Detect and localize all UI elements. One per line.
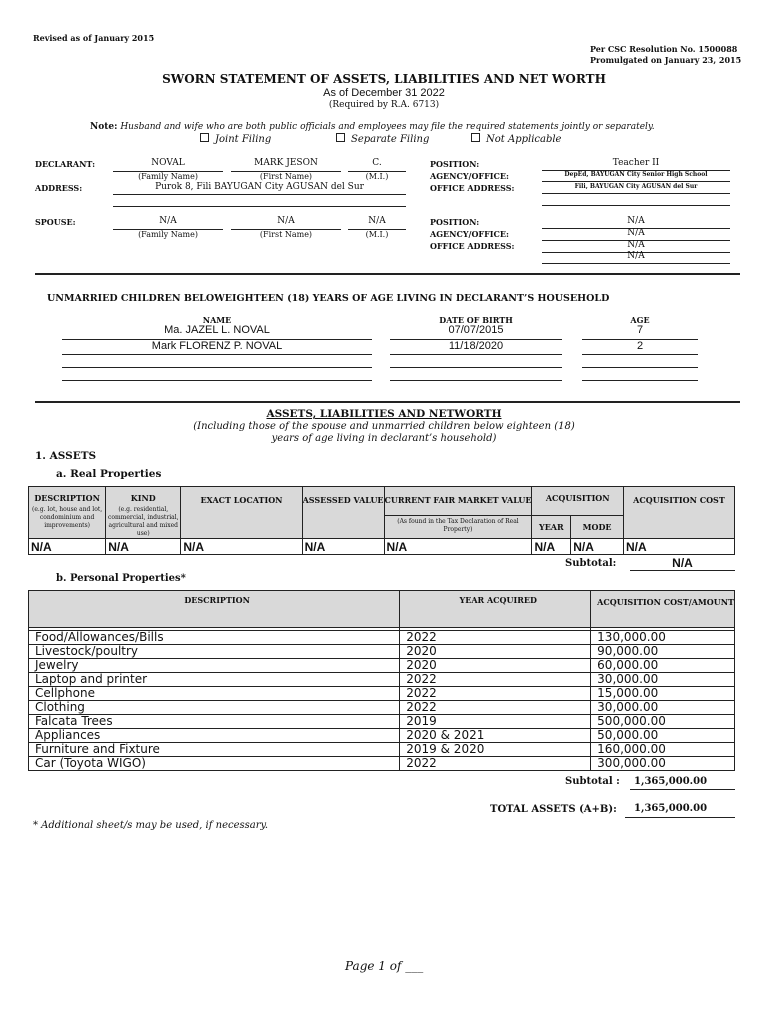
col-kind-label: KIND (130, 493, 156, 503)
col-location: EXACT LOCATION (181, 487, 302, 539)
checkbox-icon[interactable] (336, 133, 345, 142)
item-year: 2022 (400, 631, 591, 645)
spouse-office-address: N/A (627, 240, 645, 250)
item-description: Appliances (29, 729, 400, 743)
col-fair-market: CURRENT FAIR MARKET VALUE (384, 487, 532, 516)
separate-filing-label: Separate Filing (351, 134, 430, 145)
note (90, 122, 655, 132)
spouse-agency-label: AGENCY/OFFICE: (430, 229, 509, 239)
spouse-first-caption: (First Name) (259, 230, 313, 239)
item-description: Jewelry (29, 659, 400, 673)
family-name-caption: (Family Name) (138, 172, 198, 181)
col-fair-market-sub: (As found in the Tax Declaration of Real Property) (384, 515, 532, 538)
col-mode: MODE (571, 515, 624, 538)
table-row (29, 757, 735, 771)
spouse-office-address-2: N/A (627, 251, 645, 261)
item-year: 2022 (400, 673, 591, 687)
col-description (29, 487, 106, 539)
agency-label: AGENCY/OFFICE: (430, 171, 509, 181)
item-cost: 50,000.00 (591, 729, 735, 743)
children-col-age: AGE (630, 315, 650, 325)
cell: N/A (532, 539, 571, 555)
office-address-label: OFFICE ADDRESS: (430, 183, 515, 193)
spouse-label: SPOUSE: (35, 217, 76, 227)
declarant-label: DECLARANT: (35, 159, 96, 169)
table-row (29, 743, 735, 757)
spouse-mi-caption: (M.I.) (365, 230, 389, 239)
checkbox-icon[interactable] (200, 133, 209, 142)
spouse-office-address-label: OFFICE ADDRESS: (430, 241, 515, 251)
col-kind (106, 487, 181, 539)
spouse-mi: N/A (368, 216, 386, 226)
item-description: Laptop and printer (29, 673, 400, 687)
declarant-first-name: MARK JESON (254, 158, 318, 168)
spouse-first-name: N/A (277, 216, 295, 226)
child-age: 2 (636, 340, 644, 352)
child-dob: 11/18/2020 (448, 340, 504, 352)
item-cost: 500,000.00 (591, 715, 735, 729)
spouse-family-caption: (Family Name) (138, 230, 198, 239)
declarant-mi: C. (372, 158, 382, 168)
first-name-caption: (First Name) (259, 172, 313, 181)
cell: N/A (302, 539, 384, 555)
cell: N/A (623, 539, 734, 555)
joint-filing-option[interactable] (200, 133, 271, 145)
child-dob: 07/07/2015 (448, 324, 504, 336)
table-row (29, 539, 735, 555)
table-row (29, 631, 735, 645)
additional-sheets-note: * Additional sheet/s may be used, if necessary. (33, 820, 269, 831)
item-cost: 60,000.00 (591, 659, 735, 673)
item-year: 2020 (400, 645, 591, 659)
real-subtotal-label: Subtotal: (565, 558, 617, 569)
address-label: ADDRESS: (35, 183, 83, 193)
item-year: 2020 (400, 659, 591, 673)
col-acquisition-cost: ACQUISITION COST/AMOUNT (591, 591, 735, 628)
form-title: SWORN STATEMENT OF ASSETS, LIABILITIES AND NET WORTH (162, 72, 606, 86)
real-subtotal-value: N/A (672, 556, 693, 570)
col-description: DESCRIPTION (29, 591, 400, 628)
spouse-agency: N/A (627, 228, 645, 238)
joint-filing-label: Joint Filing (215, 134, 272, 145)
personal-properties-label: b. Personal Properties* (56, 573, 186, 584)
table-row (29, 715, 735, 729)
spouse-position: N/A (627, 216, 645, 226)
mi-caption: (M.I.) (365, 172, 389, 181)
item-cost: 15,000.00 (591, 687, 735, 701)
col-acquisition: ACQUISITION (532, 487, 623, 516)
personal-subtotal-label: Subtotal : (565, 776, 620, 787)
item-cost: 160,000.00 (591, 743, 735, 757)
col-cost: ACQUISITION COST (623, 487, 734, 539)
child-age: 7 (636, 324, 644, 336)
assets-sub-2: years of age living in declarant’s household) (271, 433, 497, 444)
item-cost: 90,000.00 (591, 645, 735, 659)
cell: N/A (29, 539, 106, 555)
not-applicable-option[interactable] (471, 133, 561, 145)
assets-heading: ASSETS, LIABILITIES AND NETWORTH (266, 408, 502, 420)
col-year-acquired: YEAR ACQUIRED (400, 591, 591, 628)
section-divider (35, 273, 740, 275)
item-cost: 300,000.00 (591, 757, 735, 771)
item-year: 2020 & 2021 (400, 729, 591, 743)
note-label: Note: (90, 122, 118, 132)
item-year: 2019 (400, 715, 591, 729)
child-name: Ma. JAZEL L. NOVAL (164, 324, 270, 336)
item-description: Clothing (29, 701, 400, 715)
children-col-dob: DATE OF BIRTH (439, 315, 513, 325)
assets-sub-1: (Including those of the spouse and unmarried children below eighteen (18) (193, 421, 575, 432)
promulgated-date: Promulgated on January 23, 2015 (590, 55, 742, 65)
real-properties-table (28, 486, 735, 555)
cell: N/A (571, 539, 624, 555)
item-description: Falcata Trees (29, 715, 400, 729)
item-description: Food/Allowances/Bills (29, 631, 400, 645)
table-row (29, 701, 735, 715)
table-row (29, 687, 735, 701)
real-properties-label: a. Real Properties (56, 468, 162, 480)
item-description: Furniture and Fixture (29, 743, 400, 757)
table-row (29, 729, 735, 743)
table-row (29, 659, 735, 673)
col-kind-sub: (e.g. residential, commercial, industrial, agricultural and mixed use) (108, 506, 179, 537)
assets-label: 1. ASSETS (35, 450, 97, 462)
declarant-family-name: NOVAL (151, 158, 185, 168)
item-description: Cellphone (29, 687, 400, 701)
col-description-sub: (e.g. lot, house and lot, condominium and improvements) (32, 506, 103, 529)
csc-resolution: Per CSC Resolution No. 1500088 (590, 44, 738, 54)
col-year: YEAR (532, 515, 571, 538)
item-year: 2022 (400, 757, 591, 771)
total-assets-value: 1,365,000.00 (634, 803, 708, 814)
item-cost: 30,000.00 (591, 701, 735, 715)
item-year: 2022 (400, 687, 591, 701)
table-row (29, 645, 735, 659)
required-by: (Required by R.A. 6713) (328, 100, 440, 110)
position-label: POSITION: (430, 159, 480, 169)
children-col-name: NAME (202, 315, 232, 325)
personal-properties-table (28, 590, 735, 771)
item-year: 2022 (400, 701, 591, 715)
children-heading: UNMARRIED CHILDREN BELOWEIGHTEEN (18) YEARS OF AGE LIVING IN DECLARANT’S HOUSEHOLD (47, 293, 610, 304)
section-divider (35, 401, 740, 403)
cell: N/A (181, 539, 302, 555)
separate-filing-option[interactable] (336, 133, 429, 145)
checkbox-icon[interactable] (471, 133, 480, 142)
note-text: Husband and wife who are both public officials and employees may file the required statements jointly or separately. (120, 122, 655, 132)
col-assessed: ASSESSED VALUE (302, 487, 384, 539)
item-cost: 30,000.00 (591, 673, 735, 687)
revised-date: Revised as of January 2015 (33, 33, 155, 43)
item-cost: 130,000.00 (591, 631, 735, 645)
item-description: Livestock/poultry (29, 645, 400, 659)
page-number: Page 1 of ___ (345, 959, 424, 973)
personal-subtotal-value: 1,365,000.00 (634, 776, 708, 787)
child-name: Mark FLORENZ P. NOVAL (151, 340, 283, 352)
spouse-position-label: POSITION: (430, 217, 480, 227)
item-description: Car (Toyota WIGO) (29, 757, 400, 771)
cell: N/A (384, 539, 532, 555)
cell: N/A (106, 539, 181, 555)
declarant-address: Purok 8, Fili BAYUGAN City AGUSAN del Sur (155, 182, 364, 192)
item-year: 2019 & 2020 (400, 743, 591, 757)
total-assets-label: TOTAL ASSETS (A+B): (490, 804, 617, 815)
declarant-position: Teacher II (612, 158, 660, 168)
col-description-label: DESCRIPTION (34, 493, 100, 503)
table-row (29, 673, 735, 687)
not-applicable-label: Not Applicable (486, 134, 562, 145)
as-of-date: As of December 31 2022 (323, 87, 445, 99)
declarant-office-address: Fili, BAYUGAN City AGUSAN del Sur (574, 183, 698, 190)
spouse-family-name: N/A (159, 216, 177, 226)
declarant-agency: DepEd, BAYUGAN City Senior High School (564, 171, 708, 178)
